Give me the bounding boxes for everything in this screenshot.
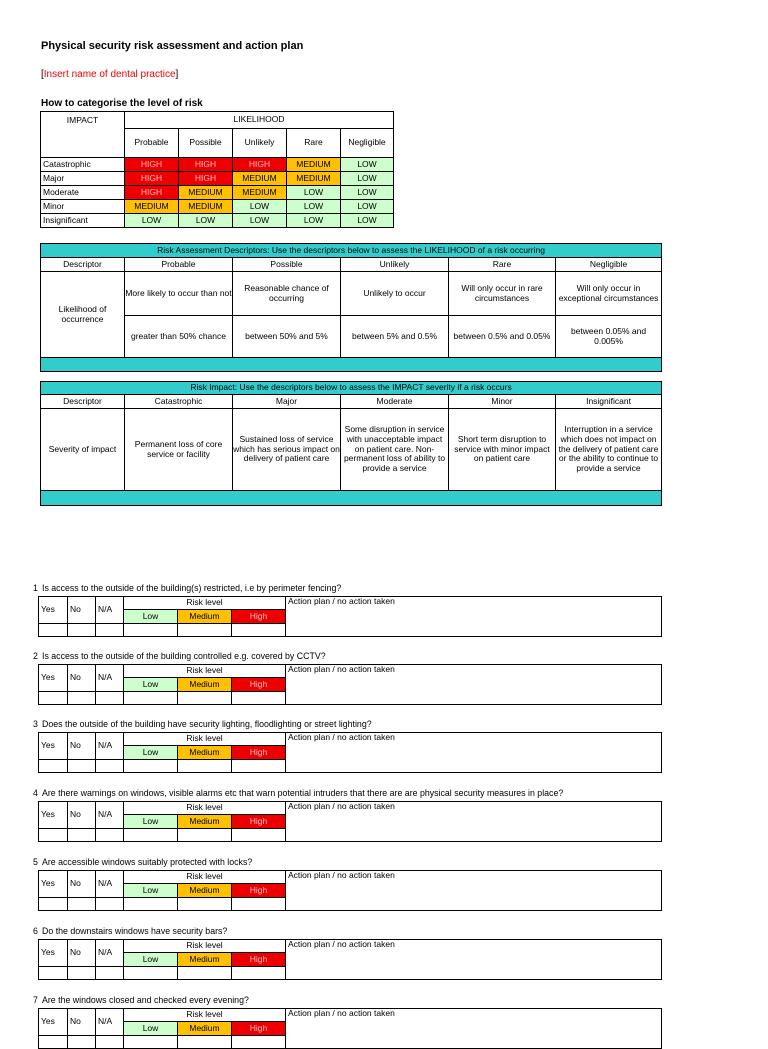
question-text: Are the windows closed and checked every evening? [42, 995, 249, 1005]
matrix-risk-cell: LOW [233, 214, 287, 228]
question-1-assessment [38, 596, 662, 637]
impact-description: Interruption in a service which does not impact on the delivery of patient care or the ability to continue to provide a service [556, 409, 662, 491]
no-answer-cell[interactable] [68, 898, 96, 911]
yes-answer-cell[interactable] [39, 1036, 68, 1049]
no-answer-cell[interactable] [68, 829, 96, 842]
impact-description: Some disruption in service with unacceptable impact on patient care. Non-permanent loss of ability to provide a service [341, 409, 449, 491]
na-answer-cell[interactable] [96, 692, 124, 705]
matrix-risk-cell: LOW [287, 214, 341, 228]
low-select-cell[interactable] [124, 967, 178, 980]
yes-answer-cell[interactable] [39, 692, 68, 705]
bracket-open: [ [41, 69, 44, 80]
low-select-cell[interactable] [124, 624, 178, 637]
yes-checkbox-label: Yes [39, 597, 68, 624]
risk-low-option[interactable]: Low [124, 1022, 178, 1036]
action-plan-field[interactable]: Action plan / no action taken [286, 871, 662, 911]
impact-description: Short term disruption to service with minor impact on patient care [449, 409, 556, 491]
impact-header: Insignificant [556, 395, 662, 409]
matrix-column-header: Rare [287, 129, 341, 158]
matrix-column-header: Unlikely [233, 129, 287, 158]
question-number: 2 [33, 651, 38, 661]
question-2 [33, 651, 326, 661]
risk-matrix [40, 111, 394, 228]
categorise-heading: How to categorise the level of risk [41, 98, 203, 109]
practice-name[interactable]: Insert name of dental practice [43, 69, 176, 80]
question-number: 3 [33, 719, 38, 729]
matrix-row-label: Insignificant [41, 214, 125, 228]
yes-checkbox-label: Yes [39, 871, 68, 898]
risk-high-option[interactable]: High [232, 884, 286, 898]
yes-checkbox-label: Yes [39, 802, 68, 829]
yes-answer-cell[interactable] [39, 760, 68, 773]
risk-medium-option[interactable]: Medium [178, 610, 232, 624]
action-plan-field[interactable]: Action plan / no action taken [286, 733, 662, 773]
matrix-risk-cell: HIGH [179, 172, 233, 186]
medium-select-cell[interactable] [178, 898, 232, 911]
action-plan-field[interactable]: Action plan / no action taken [286, 940, 662, 980]
risk-medium-option[interactable]: Medium [178, 746, 232, 760]
matrix-risk-cell: LOW [341, 172, 394, 186]
matrix-row-label: Major [41, 172, 125, 186]
high-select-cell[interactable] [232, 829, 286, 842]
matrix-risk-cell: MEDIUM [179, 200, 233, 214]
question-text: Are there warnings on windows, visible alarms etc that warn potential intruders that there are are physical security measures in place? [42, 788, 564, 798]
likelihood-chance: between 0.05% and 0.005% [556, 316, 662, 358]
high-select-cell[interactable] [232, 898, 286, 911]
no-checkbox-label: No [68, 871, 96, 898]
high-select-cell[interactable] [232, 967, 286, 980]
risk-low-option[interactable]: Low [124, 953, 178, 967]
likelihood-banner: Risk Assessment Descriptors: Use the descriptors below to assess the LIKELIHOOD of a risk occurring [41, 244, 662, 258]
likelihood-label: LIKELIHOOD [125, 112, 394, 129]
likelihood-chance: between 5% and 0.5% [341, 316, 449, 358]
no-answer-cell[interactable] [68, 1036, 96, 1049]
medium-select-cell[interactable] [178, 1036, 232, 1049]
matrix-risk-cell: HIGH [179, 158, 233, 172]
question-text: Do the downstairs windows have security bars? [42, 926, 228, 936]
likelihood-header: Possible [233, 258, 341, 272]
na-checkbox-label: N/A [96, 733, 124, 760]
matrix-risk-cell: LOW [287, 186, 341, 200]
matrix-risk-cell: HIGH [125, 186, 179, 200]
na-checkbox-label: N/A [96, 871, 124, 898]
yes-answer-cell[interactable] [39, 967, 68, 980]
na-answer-cell[interactable] [96, 624, 124, 637]
likelihood-description: Will only occur in rare circumstances [449, 272, 556, 316]
matrix-risk-cell: MEDIUM [287, 172, 341, 186]
medium-select-cell[interactable] [178, 967, 232, 980]
low-select-cell[interactable] [124, 898, 178, 911]
no-checkbox-label: No [68, 597, 96, 624]
na-answer-cell[interactable] [96, 760, 124, 773]
matrix-row-label: Moderate [41, 186, 125, 200]
low-select-cell[interactable] [124, 829, 178, 842]
risk-low-option[interactable]: Low [124, 678, 178, 692]
risk-medium-option[interactable]: Medium [178, 884, 232, 898]
question-6-assessment [38, 939, 662, 980]
impact-header: Moderate [341, 395, 449, 409]
question-number: 5 [33, 857, 38, 867]
matrix-risk-cell: HIGH [125, 172, 179, 186]
likelihood-row-label: Likelihood of occurrence [41, 272, 125, 358]
matrix-risk-cell: LOW [233, 200, 287, 214]
risk-high-option[interactable]: High [232, 1022, 286, 1036]
question-7-assessment [38, 1008, 662, 1049]
likelihood-description: Reasonable chance of occurring [233, 272, 341, 316]
question-number: 6 [33, 926, 38, 936]
low-select-cell[interactable] [124, 760, 178, 773]
risk-level-label: Risk level [124, 802, 286, 815]
no-answer-cell[interactable] [68, 692, 96, 705]
question-5-assessment [38, 870, 662, 911]
question-3 [33, 719, 372, 729]
impact-header: Catastrophic [125, 395, 233, 409]
high-select-cell[interactable] [232, 760, 286, 773]
risk-medium-option[interactable]: Medium [178, 815, 232, 829]
matrix-risk-cell: MEDIUM [125, 200, 179, 214]
no-checkbox-label: No [68, 940, 96, 967]
no-checkbox-label: No [68, 733, 96, 760]
na-checkbox-label: N/A [96, 802, 124, 829]
matrix-risk-cell: MEDIUM [179, 186, 233, 200]
no-answer-cell[interactable] [68, 760, 96, 773]
risk-high-option[interactable]: High [232, 678, 286, 692]
high-select-cell[interactable] [232, 1036, 286, 1049]
impact-banner: Risk Impact: Use the descriptors below to assess the IMPACT severity if a risk occurs [41, 382, 662, 395]
matrix-risk-cell: LOW [341, 186, 394, 200]
question-6 [33, 926, 227, 936]
question-number: 4 [33, 788, 38, 798]
risk-high-option[interactable]: High [232, 953, 286, 967]
no-checkbox-label: No [68, 1009, 96, 1036]
action-plan-field[interactable]: Action plan / no action taken [286, 802, 662, 842]
impact-row-label: Severity of impact [41, 409, 125, 491]
yes-checkbox-label: Yes [39, 940, 68, 967]
na-answer-cell[interactable] [96, 829, 124, 842]
low-select-cell[interactable] [124, 692, 178, 705]
high-select-cell[interactable] [232, 624, 286, 637]
action-plan-field[interactable]: Action plan / no action taken [286, 597, 662, 637]
likelihood-table [40, 243, 662, 372]
risk-level-label: Risk level [124, 665, 286, 678]
matrix-risk-cell: HIGH [233, 158, 287, 172]
question-5 [33, 857, 252, 867]
matrix-column-header: Negligible [341, 129, 394, 158]
na-answer-cell[interactable] [96, 967, 124, 980]
page-title: Physical security risk assessment and action plan [41, 40, 304, 52]
matrix-row-label: Catastrophic [41, 158, 125, 172]
impact-header: Minor [449, 395, 556, 409]
no-checkbox-label: No [68, 802, 96, 829]
question-number: 7 [33, 995, 38, 1005]
risk-level-label: Risk level [124, 871, 286, 884]
impact-description: Permanent loss of core service or facility [125, 409, 233, 491]
risk-high-option[interactable]: High [232, 815, 286, 829]
matrix-risk-cell: LOW [125, 214, 179, 228]
question-text: Are accessible windows suitably protected with locks? [42, 857, 253, 867]
likelihood-description: More likely to occur than not [125, 272, 233, 316]
risk-low-option[interactable]: Low [124, 815, 178, 829]
risk-medium-option[interactable]: Medium [178, 953, 232, 967]
matrix-column-header: Probable [125, 129, 179, 158]
na-checkbox-label: N/A [96, 940, 124, 967]
question-4-assessment [38, 801, 662, 842]
impact-label: IMPACT [41, 112, 125, 158]
na-checkbox-label: N/A [96, 665, 124, 692]
na-checkbox-label: N/A [96, 597, 124, 624]
question-2-assessment [38, 664, 662, 705]
question-3-assessment [38, 732, 662, 773]
likelihood-header: Rare [449, 258, 556, 272]
likelihood-footer-band [41, 358, 662, 372]
likelihood-chance: between 50% and 5% [233, 316, 341, 358]
medium-select-cell[interactable] [178, 692, 232, 705]
matrix-risk-cell: MEDIUM [287, 158, 341, 172]
question-text: Is access to the outside of the building controlled e.g. covered by CCTV? [42, 651, 326, 661]
yes-checkbox-label: Yes [39, 1009, 68, 1036]
yes-answer-cell[interactable] [39, 898, 68, 911]
na-answer-cell[interactable] [96, 1036, 124, 1049]
matrix-risk-cell: HIGH [125, 158, 179, 172]
question-text: Does the outside of the building have security lighting, floodlighting or street lighting? [42, 719, 372, 729]
impact-table [40, 381, 662, 506]
risk-level-label: Risk level [124, 733, 286, 746]
matrix-risk-cell: LOW [341, 214, 394, 228]
practice-name-placeholder [41, 69, 178, 80]
question-text: Is access to the outside of the building(s) restricted, i.e by perimeter fencing? [42, 583, 342, 593]
matrix-risk-cell: LOW [341, 158, 394, 172]
impact-header: Descriptor [41, 395, 125, 409]
na-answer-cell[interactable] [96, 898, 124, 911]
medium-select-cell[interactable] [178, 624, 232, 637]
impact-description: Sustained loss of service which has serious impact on delivery of patient care [233, 409, 341, 491]
question-number: 1 [33, 583, 38, 593]
risk-low-option[interactable]: Low [124, 610, 178, 624]
risk-level-label: Risk level [124, 597, 286, 610]
medium-select-cell[interactable] [178, 829, 232, 842]
matrix-risk-cell: LOW [287, 200, 341, 214]
low-select-cell[interactable] [124, 1036, 178, 1049]
yes-checkbox-label: Yes [39, 733, 68, 760]
action-plan-field[interactable]: Action plan / no action taken [286, 1009, 662, 1049]
likelihood-header: Unlikely [341, 258, 449, 272]
no-checkbox-label: No [68, 665, 96, 692]
matrix-column-header: Possible [179, 129, 233, 158]
risk-high-option[interactable]: High [232, 610, 286, 624]
impact-header: Major [233, 395, 341, 409]
matrix-risk-cell: MEDIUM [233, 172, 287, 186]
likelihood-header: Probable [125, 258, 233, 272]
no-answer-cell[interactable] [68, 624, 96, 637]
likelihood-description: Will only occur in exceptional circumstances [556, 272, 662, 316]
risk-level-label: Risk level [124, 940, 286, 953]
question-4 [33, 788, 563, 798]
likelihood-chance: greater than 50% chance [125, 316, 233, 358]
yes-checkbox-label: Yes [39, 665, 68, 692]
likelihood-chance: between 0.5% and 0.05% [449, 316, 556, 358]
no-answer-cell[interactable] [68, 967, 96, 980]
risk-low-option[interactable]: Low [124, 746, 178, 760]
likelihood-header: Negligible [556, 258, 662, 272]
matrix-risk-cell: MEDIUM [233, 186, 287, 200]
risk-high-option[interactable]: High [232, 746, 286, 760]
risk-low-option[interactable]: Low [124, 884, 178, 898]
matrix-risk-cell: LOW [341, 200, 394, 214]
likelihood-description: Unlikely to occur [341, 272, 449, 316]
risk-level-label: Risk level [124, 1009, 286, 1022]
na-checkbox-label: N/A [96, 1009, 124, 1036]
bracket-close: ] [175, 69, 179, 80]
matrix-risk-cell: LOW [179, 214, 233, 228]
question-7 [33, 995, 249, 1005]
action-plan-field[interactable]: Action plan / no action taken [286, 665, 662, 705]
yes-answer-cell[interactable] [39, 624, 68, 637]
impact-footer-band [41, 491, 662, 506]
risk-medium-option[interactable]: Medium [178, 1022, 232, 1036]
yes-answer-cell[interactable] [39, 829, 68, 842]
question-1 [33, 583, 341, 593]
likelihood-header: Descriptor [41, 258, 125, 272]
matrix-row-label: Minor [41, 200, 125, 214]
risk-medium-option[interactable]: Medium [178, 678, 232, 692]
medium-select-cell[interactable] [178, 760, 232, 773]
high-select-cell[interactable] [232, 692, 286, 705]
